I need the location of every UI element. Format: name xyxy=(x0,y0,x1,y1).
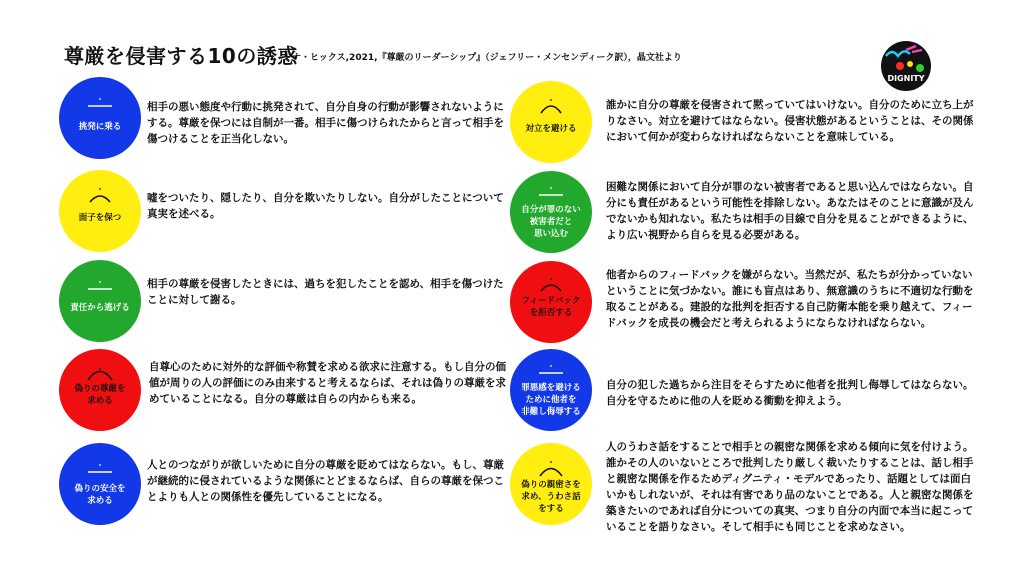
item-label: 面子を保つ xyxy=(78,213,122,223)
frown-face-icon xyxy=(59,170,141,252)
item-label: 偽りの親密さを 求め、うわさ話 をする xyxy=(521,480,581,514)
item-description: 人とのつながりが欲しいために自分の尊厳を貶めてはならない。もし、尊厳が継続的に侵されているような関係にとどまるならば、自らの尊厳を保つことよりも人との関係性を優先していることになる。 xyxy=(147,459,504,503)
item-label: 偽りの安全を 求める xyxy=(74,484,126,506)
item-label: 偽りの尊厳を 求める xyxy=(74,384,126,406)
item-label: 挑発に乗る xyxy=(78,122,122,132)
neutral-face-icon xyxy=(59,77,141,159)
frown-face-icon xyxy=(510,81,592,163)
item-description: 相手の尊厳を侵害したときには、過ちを犯したことを認め、相手を傷つけたことに対して謝る。 xyxy=(147,278,504,306)
item-description: 嘘をついたり、隠したり、自分を欺いたりしない。自分がしたことについて真実を述べる。 xyxy=(147,192,504,220)
neutral-face-icon xyxy=(59,443,141,525)
item-description: 自尊心のために対外的な評価や称賛を求める欲求に注意する。もし自分の価値が周りの人の評価にのみ由来すると考えるならば、それは偽りの尊厳を求めていることになる。自分の尊厳は自らの内からも来る。 xyxy=(149,361,506,405)
frown-face-icon xyxy=(510,261,592,343)
item-description: 他者からのフィードバックを嫌がらない。当然だが、私たちが分かっていないということに気づかない。誰にも盲点はあり、無意識のうちに不適切な行動を取ることがある。建設的な批判を拒否する自己防衛本能を乗り越えて、フィードバックを成長の機会だと考えられるようにならなければならない。 xyxy=(606,269,974,329)
frown-face-icon xyxy=(59,349,141,431)
neutral-face-icon xyxy=(510,349,592,431)
item-description: 相手の悪い態度や行動に挑発されて、自分自身の行動が影響されないようにする。尊厳を保つには自制が一番。相手に傷つけられたからと言って相手を傷つけることを正当化しない。 xyxy=(147,101,504,145)
page-title: 尊厳を侵害する10の誘惑 xyxy=(64,44,298,68)
source-citation: ドナ・ヒックス,2021,『尊厳のリーダーシップ』（ジェフリー・メンセンディーク訳），晶文社より xyxy=(283,53,682,63)
item-description: 自分の犯した過ちから注目をそらすために他者を批判し侮辱してはならない。自分を守るために他の人を貶める衝動を抑えよう。 xyxy=(606,379,974,407)
item-label: フィードバック を拒否する xyxy=(521,296,581,318)
item-label: 罪悪感を避ける ために他者を 非難し侮辱する xyxy=(521,383,581,417)
item-description: 誰かに自分の尊厳を侵害されて黙っていてはいけない。自分のために立ち上がりなさい。対立を避けてはならない。侵害状態があるということは、その関係において何かが変わらなければならないことを意味している。 xyxy=(606,99,974,143)
neutral-face-icon xyxy=(59,260,141,342)
item-description: 人のうわさ話をすることで相手との親密な関係を求める傾向に気を付けよう。誰かその人のいないところで批判したり厳しく裁いたりすることは、話し相手と親密な関係を作るためディグニティ・モデルであったり、話題としては面白いかもしれないが、それは有害であり品のないことである。人と親密な関係を築きたいのであれば自分についての真実、つまり自分の内面で本当に起こっていることを語りなさい。そして相手にも同じことを求めなさい。 xyxy=(606,441,974,533)
logo-text: DIGNITY xyxy=(887,74,925,83)
neutral-face-icon xyxy=(510,171,592,253)
dignity-logo xyxy=(880,40,932,92)
frown-face-icon xyxy=(510,443,592,525)
item-label: 責任から逃げる xyxy=(70,303,130,313)
item-description: 困難な関係において自分が罪のない被害者であると思い込んではならない。自分にも責任があるという可能性を排除しない。あなたはそのことに意識が及んでないかも知れない。私たちは相手の目線で自分を見ることができるように、より広い視野から自らを見る必要がある。 xyxy=(606,181,974,241)
item-label: 対立を避ける xyxy=(525,124,577,134)
item-label: 自分が罪のない 被害者だと 思い込む xyxy=(521,205,581,239)
